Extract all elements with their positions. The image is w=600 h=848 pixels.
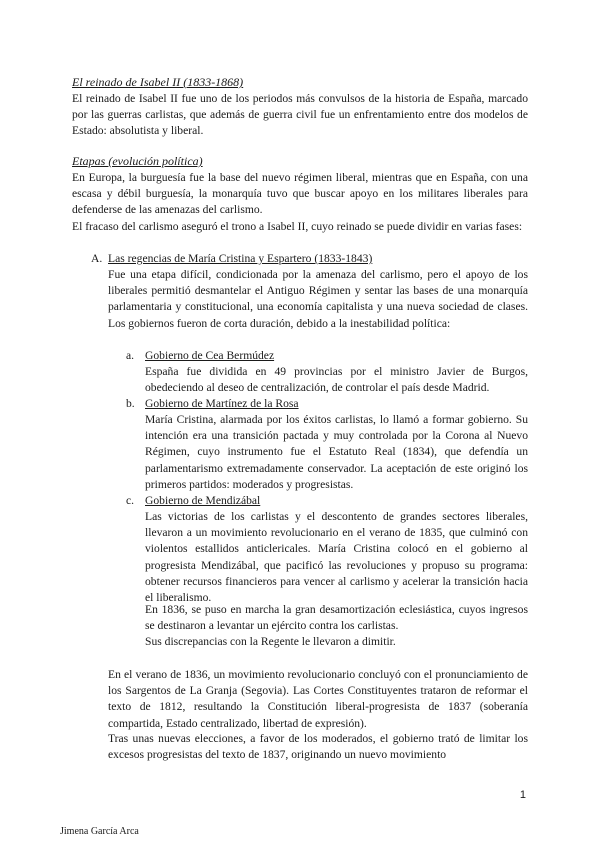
sub-a-marker: a.	[126, 349, 135, 362]
sub-b-marker: b.	[126, 397, 135, 410]
sub-c-title: Gobierno de Mendizábal	[145, 494, 261, 507]
after-paragraph-2: Tras unas nuevas elecciones, a favor de los moderados, el gobierno trató de limitar los excesos progresistas del texto de 1837, originando un nuevo movimiento	[108, 732, 528, 762]
sub-c-marker: c.	[126, 494, 135, 507]
sub-c-text-1: Las victorias de los carlistas y el descontento de grandes sectores liberales, llevaron a un movimiento revolucionario en el verano de 1835, que culminó con violentos estallidos anticlericales. María Cristina colocó en el gobierno al progresista Mendizábal, que pacificó las revoluciones y propuso su programa: obtener recursos financieros para vencer al carlismo y acelerar la transición hacia el liberalismo.	[145, 510, 528, 605]
heading-etapas: Etapas (evolución política)	[72, 154, 203, 168]
sub-c-text-3: Sus discrepancias con la Regente le llevaron a dimitir.	[145, 635, 396, 648]
intro-paragraph: El reinado de Isabel II fue uno de los periodos más convulsos de la historia de España, marcado por las guerras carlistas, que además de guerra civil fue un enfrentamiento entre dos modelos de Estado: absolutista y liberal.	[72, 92, 528, 138]
sub-c-text-2: En 1836, se puso en marcha la gran desamortización eclesiástica, cuyos ingresos se destinaron a levantar un ejército contra los carlistas.	[145, 603, 528, 633]
etapas-paragraph-1: En Europa, la burguesía fue la base del nuevo régimen liberal, mientras que en España, con una escasa y débil burguesía, la monarquía tuvo que buscar apoyo en los militares liberales para defenderse de las amenazas del carlismo.	[72, 171, 528, 217]
footer-author: Jimena García Arca	[60, 826, 139, 837]
after-paragraph-1: En el verano de 1836, un movimiento revolucionario concluyó con el pronunciamiento de los Sargentos de La Granja (Segovia). Las Cortes Constituyentes trataron de reformar el texto de 1812, resultando la Constitución liberal-progresista de 1837 (soberanía compartida, Estado centralizado, libertad de expresión).	[108, 668, 528, 730]
heading-reinado: El reinado de Isabel II (1833-1868)	[72, 75, 244, 89]
sub-a-text: España fue dividida en 49 provincias por el ministro Javier de Burgos, obedeciendo al deseo de centralización, de controlar el país desde Madrid.	[145, 365, 528, 395]
section-a-text: Fue una etapa difícil, condicionada por la amenaza del carlismo, pero el apoyo de los liberales permitió desmantelar el Antiguo Régimen y sentar las bases de una monarquía parlamentaria y constitucional, una economía capitalista y una nueva sociedad de clases. Los gobiernos fueron de corta duración, debido a la inestabilidad política:	[108, 268, 528, 330]
sub-a-title: Gobierno de Cea Bermúdez	[145, 349, 275, 362]
sub-b-text: María Cristina, alarmada por los éxitos carlistas, lo llamó a formar gobierno. Su intención era una transición pactada y muy controlada por la Corona al Nuevo Régimen, cuyo instrumento fue el Estatuto Real (1834), que defendía un parlamentarismo extremadamente conservador. La aceptación de este originó los primeros partidos: moderados y progresistas.	[145, 413, 528, 491]
etapas-paragraph-2: El fracaso del carlismo aseguró el trono a Isabel II, cuyo reinado se puede dividir en varias fases:	[72, 220, 523, 233]
sub-b-title: Gobierno de Martínez de la Rosa	[145, 397, 299, 410]
page-number: 1	[519, 789, 526, 801]
section-a-title: Las regencias de María Cristina y Espartero (1833-1843)	[108, 252, 373, 265]
section-a-marker: A.	[91, 252, 103, 265]
